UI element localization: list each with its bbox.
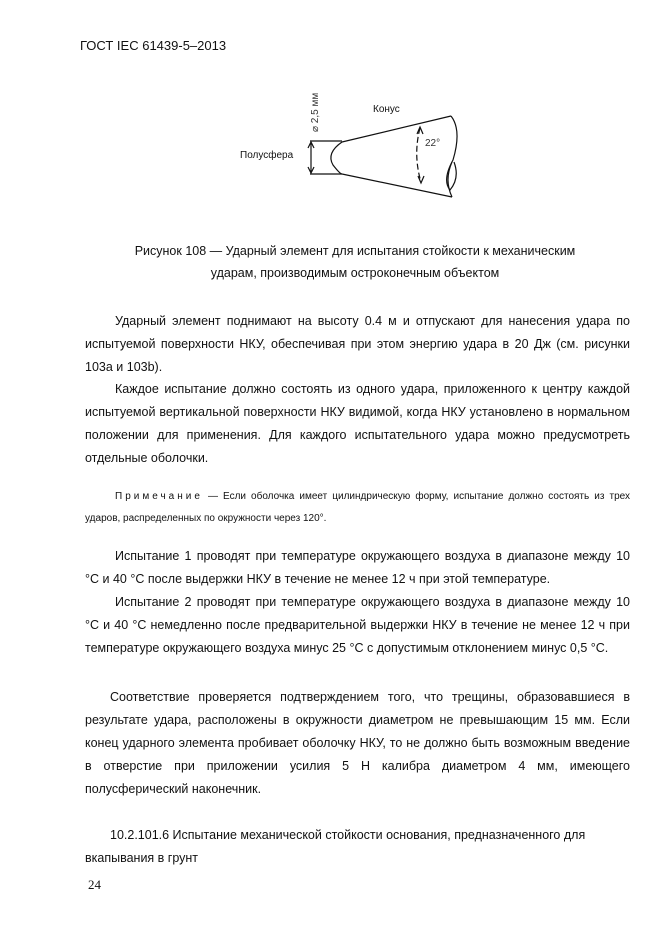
diameter-label: ⌀ 2,5 мм [310, 92, 321, 132]
figure-caption-line-2: ударам, производимым остроконечным объектом [210, 266, 500, 280]
hemisphere-shape [331, 142, 342, 174]
note [85, 486, 630, 530]
paragraph: Каждое испытание должно состоять из одного удара, приложенного к центру каждой испытуемой вертикальной поверхности НКУ видимой, когда НКУ установлено в нормальном положении для применения. Для каждого испытательного удара можно предусмотреть отдельные оболочки. [85, 382, 630, 465]
paragraph: Испытание 1 проводят при температуре окружающего воздуха в диапазоне между 10 °С и 40 °С после выдержки НКУ в течение не менее 12 ч при этой температуре. [85, 549, 630, 586]
angle-label: 22° [425, 138, 441, 149]
hemisphere-label: Полусфера [240, 150, 294, 161]
figure-caption-line-1: Рисунок 108 — Ударный элемент для испытания стойкости к механическим [134, 244, 576, 258]
document-header: ГОСТ IEC 61439-5–2013 [80, 38, 227, 53]
paragraph: Соответствие проверяется подтверждением того, что трещины, образовавшиеся в результате удара, расположены в окружности диаметром не превышающим 15 мм. Если конец ударного элемента пробивает оболочку НКУ, то не должно быть возможным введение в отверстие при приложении усилия 5 Н калибра диаметром 4 мм, имеющего полусферический наконечник. [85, 690, 630, 796]
cone-bottom-edge [342, 174, 452, 197]
paragraph: Ударный элемент поднимают на высоту 0.4 м и отпускают для нанесения удара по испытуемой поверхности НКУ, обеспечивая при этом энергию удара в 20 Дж (см. рисунки 103a и 103b). [85, 314, 630, 374]
impact-element-figure [230, 80, 480, 210]
cone-label: Конус [373, 104, 400, 115]
page-number: 24 [88, 877, 101, 892]
section-heading: 10.2.101.6 Испытание механической стойкости основания, предназначенного для вкапывания в грунт [85, 828, 586, 865]
note-text: — Если оболочка имеет цилиндрическую форму, испытание должно состоять из трех ударов, распределенных по окружности через 120°. [85, 491, 630, 524]
angle-arc [417, 128, 421, 182]
paragraph: Испытание 2 проводят при температуре окружающего воздуха в диапазоне между 10 °С и 40 °С немедленно после предварительной выдержки НКУ в течение не менее 12 ч при температуре окружающего воздуха минус 25 °С с допустимым отклонением минус 0,5 °С. [85, 595, 630, 655]
note-label: Примечание [115, 491, 203, 502]
